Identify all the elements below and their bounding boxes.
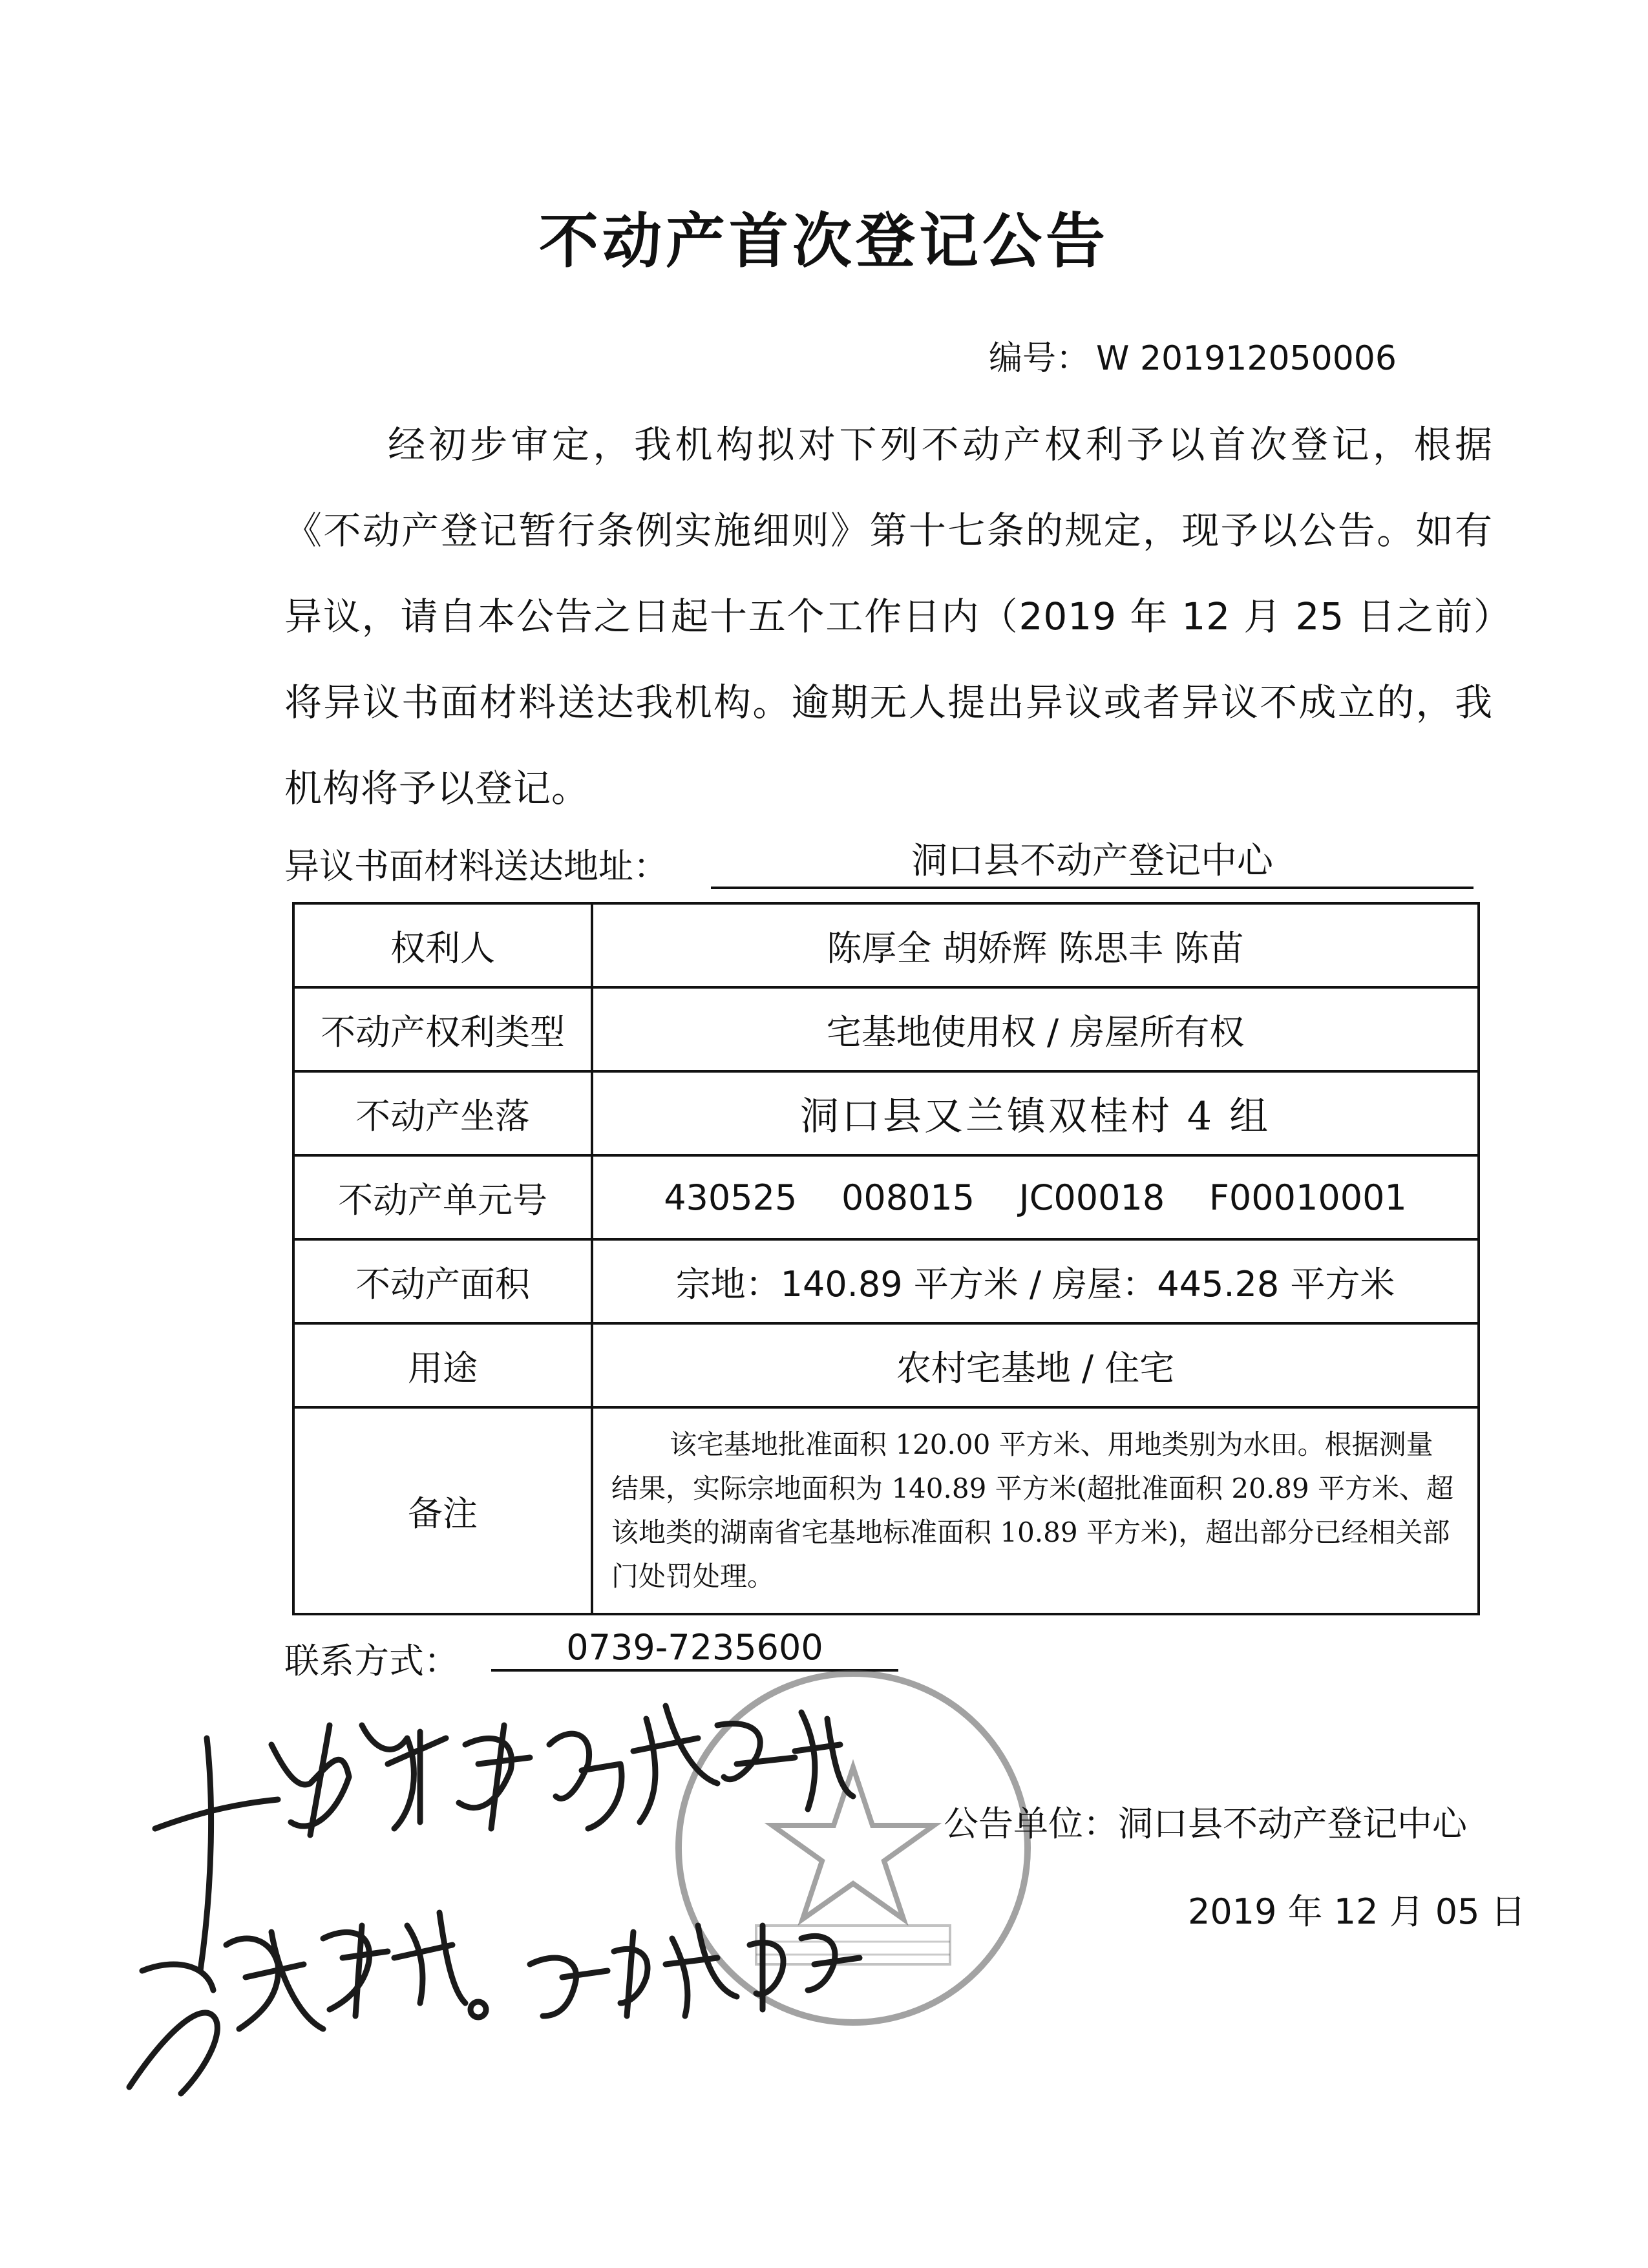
serial-label: 编号： [989, 339, 1090, 378]
property-info-table [292, 902, 1480, 1615]
row-value: 宗地：140.89 平方米 / 房屋：445.28 平方米 [592, 1239, 1479, 1323]
table-row [293, 1239, 1479, 1323]
serial-number [989, 331, 1397, 379]
row-value: 430525 008015 JC00018 F00010001 [592, 1155, 1479, 1239]
handwriting-stroke [470, 2002, 486, 2017]
row-label: 用途 [293, 1323, 592, 1407]
handwriting-stroke [226, 1932, 323, 2029]
notice-title: 不动产首次登记公告 [538, 206, 1109, 276]
table-row [293, 1323, 1479, 1407]
handwriting-stroke [717, 1723, 795, 1779]
handwriting-stroke [549, 1734, 622, 1829]
handwriting-stroke [459, 1725, 530, 1829]
row-value: 农村宅基地 / 住宅 [592, 1323, 1479, 1407]
handwriting-stroke [750, 1926, 783, 2010]
table-row [293, 1071, 1479, 1155]
remarks-value: 该宅基地批准面积 120.00 平方米、用地类别为水田。根据测量结果，实际宗地面积为 140.89 平方米(超批准面积 20.89 平方米、超该地类的湖南省宅基地标准面积 10.89 平方米)，超出部分已经相关部门处罚处理。 [592, 1407, 1479, 1614]
handwritten-annotation [116, 1667, 1021, 2145]
handwriting-stroke [801, 1936, 860, 1990]
table-row [293, 1407, 1479, 1614]
row-value: 宅基地使用权 / 房屋所有权 [592, 987, 1479, 1071]
contact-value: 0739-7235600 [491, 1627, 898, 1672]
table-row [293, 1155, 1479, 1239]
table-row [293, 987, 1479, 1071]
handwriting-stroke [155, 1738, 278, 1971]
issue-date: 2019 年 12 月 05 日 [1188, 1891, 1526, 1932]
handwriting-stroke [795, 1712, 853, 1809]
contact-label: 联系方式： [284, 1641, 459, 1681]
handwriting-stroke [614, 1932, 648, 2016]
row-value: 洞口县又兰镇双桂村 4 组 [592, 1071, 1479, 1155]
handwriting-stroke [633, 1706, 717, 1822]
address-label: 异议书面材料送达地址： [284, 846, 668, 887]
handwriting-stroke [271, 1725, 349, 1835]
issuing-unit: 公告单位：洞口县不动产登记中心 [944, 1803, 1467, 1844]
row-label: 不动产单元号 [293, 1155, 592, 1239]
notice-body: 经初步审定，我机构拟对下列不动产权利予以首次登记，根据《不动产登记暂行条例实施细则》第十七条的规定，现予以公告。如有异议，请自本公告之日起十五个工作日内（2019 年 12 月 25 日之前）将异议书面材料送达我机构。逾期无人提出异议或者异议不成立的，我机构将予以登记。 [284, 423, 1493, 810]
row-label: 不动产面积 [293, 1239, 592, 1323]
row-value: 陈厚全 胡娇辉 陈思丰 陈苗 [592, 903, 1479, 987]
handwriting-stroke [323, 1926, 388, 2016]
handwriting-stroke [129, 1964, 217, 2094]
handwriting-stroke [666, 1926, 737, 2016]
handwriting-stroke [394, 1913, 465, 2003]
row-label: 不动产权利类型 [293, 987, 592, 1071]
serial-value: W 201912050006 [1096, 339, 1397, 378]
address-value: 洞口县不动产登记中心 [711, 832, 1474, 889]
handwriting-stroke [530, 1958, 607, 2016]
row-label: 权利人 [293, 903, 592, 987]
row-label: 备注 [293, 1407, 592, 1614]
row-label: 不动产坐落 [293, 1071, 592, 1155]
handwriting-stroke [362, 1725, 446, 1829]
table-row [293, 903, 1479, 987]
